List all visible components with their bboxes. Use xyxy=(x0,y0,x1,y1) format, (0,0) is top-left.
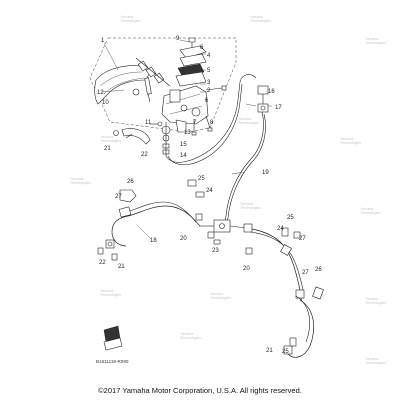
part-label: 24 xyxy=(277,226,284,232)
part-label: 9 xyxy=(176,36,180,42)
watermark-text: Technologies xyxy=(210,296,232,300)
watermark-text: Technologies xyxy=(70,181,92,185)
part-label: 1 xyxy=(101,38,105,44)
part-label: 24 xyxy=(206,188,213,194)
part-label: 27 xyxy=(115,194,122,200)
part-label: 6 xyxy=(205,98,209,104)
part-label: 19 xyxy=(262,170,269,176)
watermark-text: Technologies xyxy=(365,301,387,305)
part-label: 27 xyxy=(302,270,309,276)
watermark-text: Technologies xyxy=(240,206,262,210)
part-label: 13 xyxy=(184,130,191,136)
part-label: 21 xyxy=(266,348,273,354)
part-label: 14 xyxy=(180,153,187,159)
watermark-text: Yamaha xyxy=(210,292,224,296)
part-label: 2 xyxy=(207,88,211,94)
watermark-text: Technologies xyxy=(120,19,142,23)
part-label: 3 xyxy=(207,80,211,86)
part-label: 22 xyxy=(99,260,106,266)
brake-lever xyxy=(95,66,150,104)
part-label: 15 xyxy=(180,142,187,148)
watermark-text: Yamaha xyxy=(365,37,379,41)
part-label: 6 xyxy=(200,45,204,51)
watermark-text: Yamaha xyxy=(70,177,84,181)
watermark-text: Technologies xyxy=(365,361,387,365)
three-way-joint xyxy=(200,220,246,232)
part-label: 25 xyxy=(282,349,289,355)
watermark-text: Technologies xyxy=(360,211,382,215)
watermark-text: Yamaha xyxy=(365,297,379,301)
part-label: 22 xyxy=(141,152,148,158)
part-label: 11 xyxy=(145,120,152,126)
watermark-text: Yamaha xyxy=(360,207,374,211)
watermark-text: Yamaha xyxy=(120,15,134,19)
watermark-text: Technologies xyxy=(180,336,202,340)
part-label: 5 xyxy=(207,68,211,74)
banjo-bolt-assembly xyxy=(162,122,170,156)
screw-11 xyxy=(150,122,162,126)
master-cylinder-body xyxy=(162,86,208,132)
part-label: 27 xyxy=(299,236,306,242)
watermark-text: Yamaha xyxy=(180,332,194,336)
part-label: 20 xyxy=(180,236,187,242)
part-label: 16 xyxy=(268,89,275,95)
watermark-text: Yamaha xyxy=(365,357,379,361)
watermark-text: Yamaha xyxy=(238,117,252,121)
part-label: 12 xyxy=(97,90,104,96)
hose-bracket xyxy=(104,326,122,350)
part-label: 26 xyxy=(127,179,134,185)
watermark-text: Yamaha xyxy=(340,137,354,141)
part-label: 17 xyxy=(275,105,282,111)
watermark-text: Technologies xyxy=(250,19,272,23)
watermark-text: Yamaha xyxy=(240,202,254,206)
copyright-notice: ©2017 Yamaha Motor Corporation, U.S.A. All rights reserved. xyxy=(98,386,302,395)
part-label: 10 xyxy=(102,100,109,106)
part-label: 21 xyxy=(104,146,111,152)
watermark-text: Technologies xyxy=(238,121,260,125)
watermark-text: Yamaha xyxy=(250,15,264,19)
lever-pivot-parts xyxy=(133,78,151,102)
watermark-text: Technologies xyxy=(100,293,122,297)
part-label: 26 xyxy=(315,267,322,273)
watermark-text: Yamaha xyxy=(100,135,114,139)
part-label: 20 xyxy=(243,266,250,272)
part-label: 25 xyxy=(198,176,205,182)
watermark-text: Technologies xyxy=(100,139,122,143)
part-label: 21 xyxy=(118,264,125,270)
watermark-text: Technologies xyxy=(365,41,387,45)
diagram-reference-code: B1611119-R090 xyxy=(96,359,129,364)
part-label: 18 xyxy=(150,238,157,244)
part-label: 4 xyxy=(207,53,211,59)
part-label: 23 xyxy=(212,248,219,254)
part-label: 25 xyxy=(287,215,294,221)
brake-union-joint xyxy=(258,86,268,112)
part-label: 8 xyxy=(210,120,214,126)
watermark-text: Technologies xyxy=(340,141,362,145)
watermark-text: Yamaha xyxy=(100,289,114,293)
part-label: 7 xyxy=(193,120,197,126)
